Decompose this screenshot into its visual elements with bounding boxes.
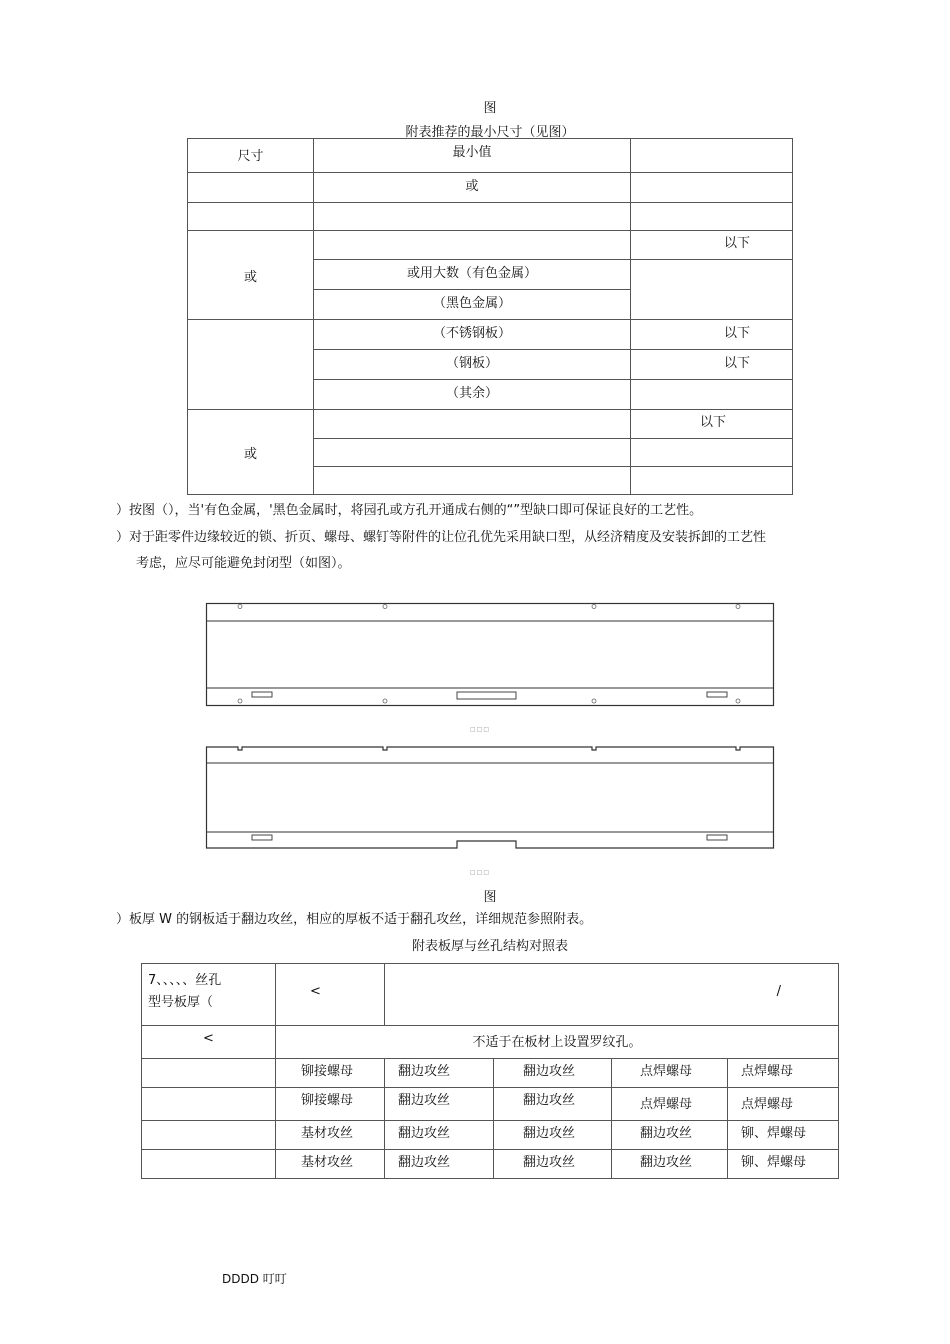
table-cell: 翻边攻丝 xyxy=(494,1121,612,1150)
table-cell: 点焊螺母 xyxy=(612,1059,728,1088)
table-cell: 或用大数（有色金属） xyxy=(314,260,631,290)
page-footer: DDDD 叮叮 xyxy=(222,1272,287,1286)
table-cell: 翻边攻丝 xyxy=(612,1150,728,1179)
table-row xyxy=(142,1026,839,1059)
table-cell xyxy=(631,173,793,203)
table-cell xyxy=(314,467,631,495)
table-cell xyxy=(314,203,631,231)
table-cell xyxy=(314,439,631,467)
table-cell xyxy=(314,410,631,439)
table-cell: 点焊螺母 xyxy=(612,1088,728,1121)
closed-hole-plate-drawing xyxy=(205,602,777,708)
table-cell xyxy=(142,1150,276,1179)
table-cell xyxy=(188,173,314,203)
table-header-cell: 最小值 xyxy=(314,139,631,173)
table-cell: 基材攻丝 xyxy=(276,1121,385,1150)
table-cell: 以下 xyxy=(631,410,793,439)
figure-label-top: 图 xyxy=(483,101,497,116)
table-cell: 翻边攻丝 xyxy=(385,1150,494,1179)
table-cell xyxy=(142,1059,276,1088)
header-line: 7、、、、、丝孔 xyxy=(148,973,222,988)
header-line: 型号板厚（ xyxy=(148,995,214,1010)
table-cell: 或 xyxy=(188,231,314,320)
table-cell: 翻边攻丝 xyxy=(494,1150,612,1179)
table-row xyxy=(188,139,793,173)
table-header-cell: 尺寸 xyxy=(188,139,314,173)
table-cell: 翻边攻丝 xyxy=(494,1059,612,1088)
table-cell xyxy=(631,260,793,320)
table-cell xyxy=(188,203,314,231)
table-cell: （钢板） xyxy=(314,350,631,380)
table2-caption: 附表板厚与丝孔结构对照表 xyxy=(411,939,568,954)
table-cell xyxy=(631,380,793,410)
table-cell: 铆接螺母 xyxy=(276,1059,385,1088)
table-cell: 铆、焊螺母 xyxy=(728,1121,839,1150)
paragraph-clearance-hole-cont: 考虑，应尽可能避免封闭型（如图）。 xyxy=(136,556,351,571)
table-cell: 点焊螺母 xyxy=(728,1059,839,1088)
table-cell: < xyxy=(142,1026,276,1059)
table-row xyxy=(142,964,839,1026)
table-row xyxy=(188,410,793,439)
figure-label-bottom: 图 xyxy=(483,890,497,905)
table-cell: 以下 xyxy=(631,350,793,380)
table-cell xyxy=(142,1088,276,1121)
paragraph-thickness-rule: ）板厚 W 的钢板适于翻边攻丝，相应的厚板不适于翻孔攻丝，详细规范参照附表。 xyxy=(116,912,593,927)
table-header-cell xyxy=(142,964,276,1026)
table-cell: （不锈钢板） xyxy=(314,320,631,350)
table-cell: （其余） xyxy=(314,380,631,410)
table1-caption: 附表推荐的最小尺寸（见图） xyxy=(405,125,575,140)
table-cell: 不适于在板材上设置罗纹孔。 xyxy=(276,1026,839,1059)
table-cell: 翻边攻丝 xyxy=(612,1121,728,1150)
table-row xyxy=(188,173,793,203)
table-cell: 或 xyxy=(314,173,631,203)
table-cell: 铆、焊螺母 xyxy=(728,1150,839,1179)
table-cell xyxy=(631,439,793,467)
small-caption: □□□ xyxy=(469,726,490,733)
table-cell: 点焊螺母 xyxy=(728,1088,839,1121)
table-row xyxy=(142,1059,839,1088)
table-cell: （黑色金属） xyxy=(314,290,631,320)
table-cell: 以下 xyxy=(631,231,793,260)
notched-plate-drawing xyxy=(205,744,777,850)
table-cell xyxy=(188,320,314,410)
table-row xyxy=(188,203,793,231)
paragraph-clearance-hole: ）对于距零件边缘较近的锁、折页、螺母、螺钉等附件的让位孔优先采用缺口型，从经济精度及安装拆卸的工艺性 xyxy=(116,530,767,545)
min-size-table xyxy=(187,138,793,495)
table-cell: 基材攻丝 xyxy=(276,1150,385,1179)
table-cell: 翻边攻丝 xyxy=(385,1059,494,1088)
small-caption: □□□ xyxy=(469,869,490,876)
table-cell: 或 xyxy=(188,410,314,495)
paragraph-notch-rule: ）按图（），当'有色金属，'黑色金属时，将园孔或方孔开通成右侧的“”型缺口即可保证良好的工艺性。 xyxy=(116,503,703,518)
table-cell: 翻边攻丝 xyxy=(385,1121,494,1150)
table-cell: 以下 xyxy=(631,320,793,350)
table-cell: 翻边攻丝 xyxy=(494,1088,612,1121)
table-header-cell: / xyxy=(385,964,839,1026)
table-header-cell: < xyxy=(276,964,385,1026)
table-row xyxy=(188,320,793,350)
table-row xyxy=(188,231,793,260)
table-cell xyxy=(631,467,793,495)
table-cell xyxy=(314,231,631,260)
table-header-cell xyxy=(631,139,793,173)
table-cell: 翻边攻丝 xyxy=(385,1088,494,1121)
table-row xyxy=(142,1088,839,1121)
table-cell: 铆接螺母 xyxy=(276,1088,385,1121)
table-cell xyxy=(142,1121,276,1150)
table-row xyxy=(142,1150,839,1179)
table-row xyxy=(142,1121,839,1150)
thickness-thread-table xyxy=(141,963,839,1179)
table-cell xyxy=(631,203,793,231)
